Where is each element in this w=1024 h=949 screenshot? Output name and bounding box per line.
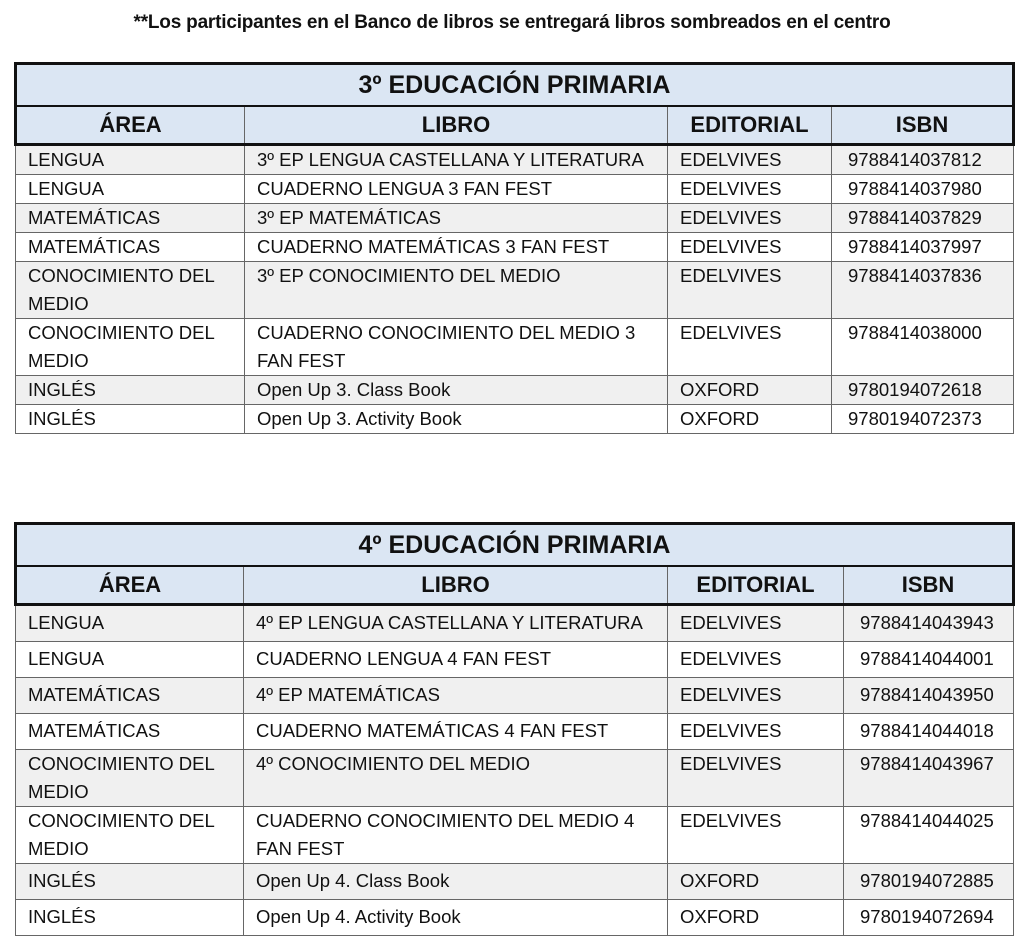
table-row [16, 750, 1014, 807]
cell-libro: CUADERNO CONOCIMIENTO DEL MEDIO 4 FAN FEST [244, 807, 668, 864]
column-header-libro: LIBRO [245, 106, 668, 145]
cell-area: MATEMÁTICAS [16, 714, 244, 750]
cell-libro: Open Up 4. Class Book [244, 864, 668, 900]
cell-editorial: EDELVIVES [668, 678, 844, 714]
cell-editorial: EDELVIVES [668, 642, 844, 678]
column-header-area: ÁREA [16, 106, 245, 145]
table-row [16, 714, 1014, 750]
table-row [16, 678, 1014, 714]
cell-editorial: EDELVIVES [668, 750, 844, 807]
table-row [16, 900, 1014, 936]
shaded-books-note: **Los participantes en el Banco de libros se entregará libros sombreados en el centro [133, 12, 891, 33]
cell-isbn: 9788414037980 [832, 175, 1014, 204]
table-row [16, 864, 1014, 900]
cell-libro: Open Up 3. Class Book [245, 376, 668, 405]
cell-area: CONOCIMIENTO DEL MEDIO [16, 262, 245, 319]
column-header-area: ÁREA [16, 566, 244, 605]
cell-libro: CUADERNO LENGUA 4 FAN FEST [244, 642, 668, 678]
cell-libro: 4º EP LENGUA CASTELLANA Y LITERATURA [244, 605, 668, 642]
table-row [16, 376, 1014, 405]
cell-libro: CUADERNO MATEMÁTICAS 4 FAN FEST [244, 714, 668, 750]
table-row [16, 145, 1014, 175]
cell-isbn: 9788414043967 [844, 750, 1014, 807]
cell-isbn: 9780194072373 [832, 405, 1014, 434]
table-row [16, 319, 1014, 376]
cell-isbn: 9788414038000 [832, 319, 1014, 376]
cell-isbn: 9788414043950 [844, 678, 1014, 714]
table-title: 4º EDUCACIÓN PRIMARIA [16, 524, 1014, 567]
cell-isbn: 9788414037836 [832, 262, 1014, 319]
cell-editorial: EDELVIVES [668, 605, 844, 642]
cell-libro: 3º EP CONOCIMIENTO DEL MEDIO [245, 262, 668, 319]
table-row [16, 262, 1014, 319]
cell-isbn: 9780194072694 [844, 900, 1014, 936]
cell-area: LENGUA [16, 175, 245, 204]
cell-area: INGLÉS [16, 864, 244, 900]
cell-area: INGLÉS [16, 900, 244, 936]
column-header-isbn: ISBN [844, 566, 1014, 605]
cell-libro: CUADERNO CONOCIMIENTO DEL MEDIO 3 FAN FEST [245, 319, 668, 376]
cell-editorial: EDELVIVES [668, 204, 832, 233]
column-header-libro: LIBRO [244, 566, 668, 605]
cell-libro: Open Up 4. Activity Book [244, 900, 668, 936]
cell-editorial: EDELVIVES [668, 175, 832, 204]
cell-libro: 3º EP LENGUA CASTELLANA Y LITERATURA [245, 145, 668, 175]
cell-area: MATEMÁTICAS [16, 678, 244, 714]
cell-area: LENGUA [16, 642, 244, 678]
cell-area: MATEMÁTICAS [16, 204, 245, 233]
cell-libro: CUADERNO MATEMÁTICAS 3 FAN FEST [245, 233, 668, 262]
column-header-editorial: EDITORIAL [668, 566, 844, 605]
cell-editorial: EDELVIVES [668, 807, 844, 864]
cell-editorial: EDELVIVES [668, 233, 832, 262]
cell-editorial: OXFORD [668, 376, 832, 405]
table-row [16, 605, 1014, 642]
table-row [16, 204, 1014, 233]
table-row [16, 807, 1014, 864]
table-3-primaria [14, 62, 1015, 434]
cell-libro: 4º EP MATEMÁTICAS [244, 678, 668, 714]
cell-isbn: 9788414044018 [844, 714, 1014, 750]
cell-editorial: EDELVIVES [668, 145, 832, 175]
cell-libro: 4º CONOCIMIENTO DEL MEDIO [244, 750, 668, 807]
table-row [16, 233, 1014, 262]
cell-area: CONOCIMIENTO DEL MEDIO [16, 807, 244, 864]
cell-libro: 3º EP MATEMÁTICAS [245, 204, 668, 233]
cell-area: CONOCIMIENTO DEL MEDIO [16, 319, 245, 376]
cell-editorial: OXFORD [668, 405, 832, 434]
cell-isbn: 9788414044001 [844, 642, 1014, 678]
cell-editorial: EDELVIVES [668, 319, 832, 376]
column-header-isbn: ISBN [832, 106, 1014, 145]
cell-area: CONOCIMIENTO DEL MEDIO [16, 750, 244, 807]
cell-isbn: 9780194072618 [832, 376, 1014, 405]
cell-isbn: 9788414044025 [844, 807, 1014, 864]
table-row [16, 642, 1014, 678]
cell-isbn: 9780194072885 [844, 864, 1014, 900]
table-4-primaria [14, 522, 1015, 936]
cell-libro: CUADERNO LENGUA 3 FAN FEST [245, 175, 668, 204]
cell-editorial: OXFORD [668, 900, 844, 936]
table-title: 3º EDUCACIÓN PRIMARIA [16, 64, 1014, 107]
cell-isbn: 9788414043943 [844, 605, 1014, 642]
cell-area: INGLÉS [16, 405, 245, 434]
cell-libro: Open Up 3. Activity Book [245, 405, 668, 434]
cell-area: LENGUA [16, 145, 245, 175]
table-row [16, 405, 1014, 434]
cell-area: INGLÉS [16, 376, 245, 405]
cell-area: MATEMÁTICAS [16, 233, 245, 262]
cell-editorial: OXFORD [668, 864, 844, 900]
cell-editorial: EDELVIVES [668, 714, 844, 750]
cell-isbn: 9788414037997 [832, 233, 1014, 262]
table-row [16, 175, 1014, 204]
cell-isbn: 9788414037812 [832, 145, 1014, 175]
column-header-editorial: EDITORIAL [668, 106, 832, 145]
cell-isbn: 9788414037829 [832, 204, 1014, 233]
cell-editorial: EDELVIVES [668, 262, 832, 319]
cell-area: LENGUA [16, 605, 244, 642]
